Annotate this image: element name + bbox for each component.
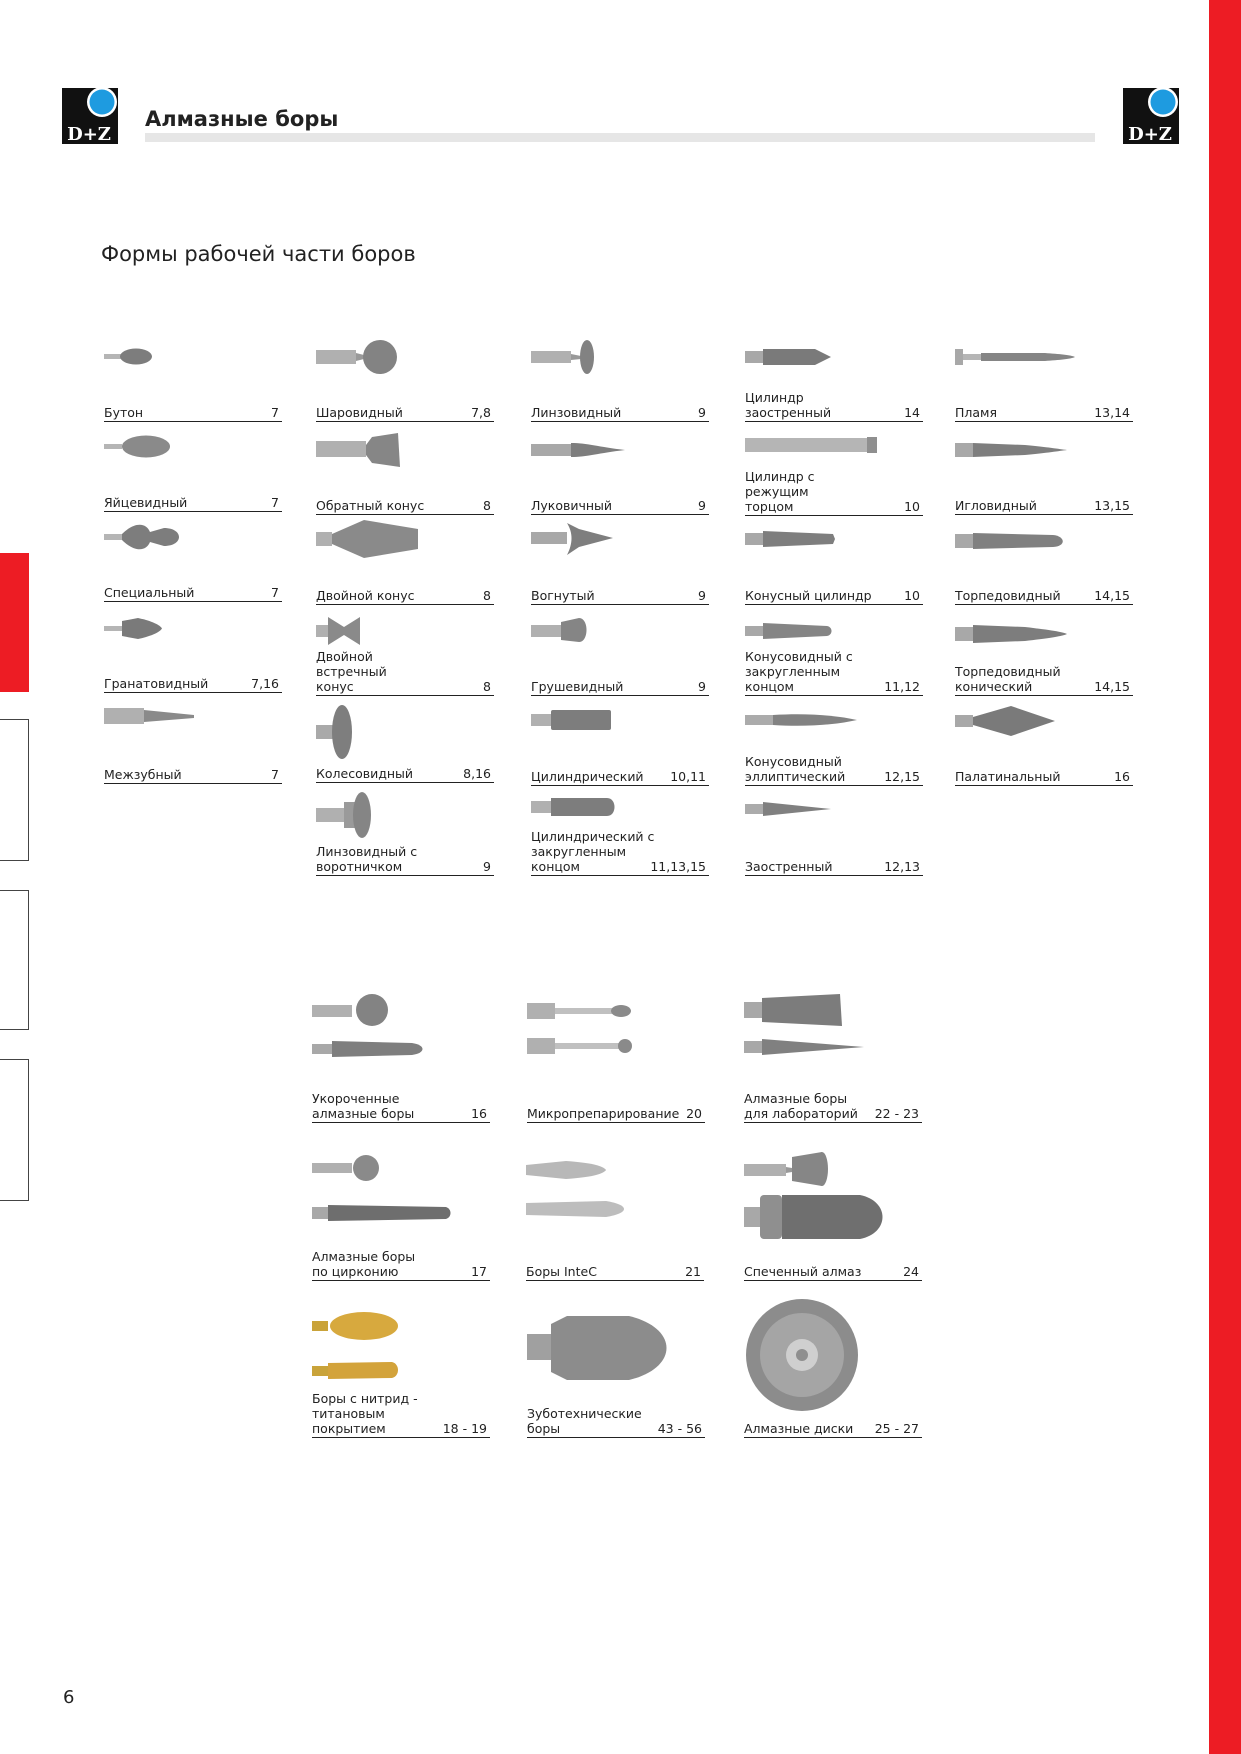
bur-shape-name: Конусовидный с закругленным концом <box>745 649 853 694</box>
page-reference: 16 <box>471 1106 487 1121</box>
page-reference: 17 <box>471 1264 487 1279</box>
bur-image <box>531 338 709 378</box>
bur-shape-name: Межзубный <box>104 767 182 782</box>
bur-shape-item <box>531 517 709 605</box>
bur-shape-item <box>316 613 494 696</box>
category-image <box>744 1151 922 1247</box>
page-reference: 7,16 <box>251 676 279 691</box>
page-reference: 11,13,15 <box>650 859 706 874</box>
page-reference: 20 <box>686 1106 702 1121</box>
category-image <box>527 992 705 1064</box>
bur-shape-item <box>745 430 923 516</box>
bur-shape-name: Игловидный <box>955 498 1037 513</box>
bur-shape-name: Двойной встречный конус <box>316 649 387 694</box>
page-title: Алмазные боры <box>145 107 339 131</box>
bur-image <box>316 613 494 649</box>
page-reference: 7 <box>271 405 279 420</box>
page-reference: 14,15 <box>1094 588 1130 603</box>
category-item[interactable] <box>744 1151 922 1281</box>
category-item[interactable] <box>312 992 490 1123</box>
page-reference: 9 <box>483 859 491 874</box>
bur-shape-label <box>104 676 282 693</box>
page-reference: 14,15 <box>1094 679 1130 694</box>
header-rule <box>145 133 1095 142</box>
bur-image <box>745 520 923 560</box>
bur-shape-label <box>531 679 709 696</box>
bur-shape-name: Конусный цилиндр <box>745 588 872 603</box>
page-reference: 43 - 56 <box>657 1421 702 1436</box>
bur-shape-item <box>955 522 1133 605</box>
bur-shape-label <box>745 649 923 696</box>
bur-shape-name: Яйцевидный <box>104 495 188 510</box>
bur-shape-name: Пламя <box>955 405 997 420</box>
category-label <box>744 1091 922 1123</box>
bur-shape-label <box>531 498 709 515</box>
category-image <box>744 992 922 1064</box>
bur-shape-label <box>316 405 494 422</box>
page-reference: 10 <box>904 588 920 603</box>
page-reference: 14 <box>904 405 920 420</box>
bur-shape-name: Вогнутый <box>531 588 595 603</box>
category-label <box>312 1249 490 1281</box>
bur-shape-item <box>104 700 282 784</box>
right-edge-bar <box>1209 0 1241 1754</box>
category-item[interactable] <box>312 1151 490 1281</box>
bur-shape-label <box>316 766 494 783</box>
bur-image <box>745 794 923 824</box>
page-reference: 9 <box>698 498 706 513</box>
dz-logo-left <box>62 88 118 144</box>
category-image <box>526 1151 704 1227</box>
bur-shape-name: Луковичный <box>531 498 613 513</box>
bur-shape-item <box>531 612 709 696</box>
bur-image <box>104 700 282 740</box>
bur-image <box>955 615 1133 655</box>
page-reference: 18 - 19 <box>442 1421 487 1436</box>
bur-shape-label <box>316 649 494 696</box>
page-reference: 7 <box>271 495 279 510</box>
bur-shape-label <box>531 769 709 786</box>
bur-shape-item <box>104 338 282 422</box>
bur-image <box>316 790 494 840</box>
bur-shape-name: Колесовидный <box>316 766 414 781</box>
category-name: Алмазные диски <box>744 1421 854 1436</box>
bur-image <box>316 431 494 471</box>
category-label <box>312 1091 490 1123</box>
bur-shape-item <box>531 793 709 876</box>
category-image <box>312 1308 490 1384</box>
bur-shape-item <box>745 794 923 876</box>
page-reference: 24 <box>903 1264 919 1279</box>
bur-shape-item <box>531 338 709 422</box>
bur-shape-item <box>745 705 923 786</box>
category-image <box>744 1295 922 1419</box>
category-image <box>527 1308 705 1400</box>
category-name: Спеченный алмаз <box>744 1264 862 1279</box>
bur-shape-name: Грушевидный <box>531 679 624 694</box>
bur-image <box>531 612 709 652</box>
page-number: 6 <box>63 1687 75 1708</box>
bur-shape-label <box>531 405 709 422</box>
side-tab[interactable] <box>0 719 29 861</box>
section-title: Формы рабочей части боров <box>101 242 416 266</box>
bur-shape-label <box>316 588 494 605</box>
svg-text:D+Z: D+Z <box>1128 124 1172 144</box>
bur-shape-label <box>104 585 282 602</box>
bur-shape-item <box>104 428 282 512</box>
dz-logo-right <box>1123 88 1179 144</box>
bur-shape-item <box>745 338 923 422</box>
bur-shape-item <box>745 520 923 605</box>
bur-shape-item <box>104 518 282 602</box>
bur-shape-item <box>955 431 1133 515</box>
side-tab-active[interactable] <box>0 553 29 692</box>
bur-image <box>745 430 923 460</box>
bur-shape-label <box>955 498 1133 515</box>
bur-image <box>955 702 1133 742</box>
bur-shape-name: Специальный <box>104 585 195 600</box>
bur-shape-name: Шаровидный <box>316 405 403 420</box>
category-name: Укороченные алмазные боры <box>312 1091 415 1121</box>
bur-shape-item <box>955 702 1133 786</box>
bur-shape-item <box>316 790 494 876</box>
side-tab[interactable] <box>0 890 29 1030</box>
bur-image <box>104 428 282 468</box>
category-item[interactable] <box>527 1308 705 1438</box>
bur-image <box>531 431 709 471</box>
bur-image <box>745 612 923 652</box>
bur-image <box>316 338 494 378</box>
category-name: Микропрепарирование <box>527 1106 680 1121</box>
category-item[interactable] <box>312 1308 490 1438</box>
category-label <box>527 1406 705 1438</box>
bur-shape-label <box>745 390 923 422</box>
page-reference: 25 - 27 <box>874 1421 919 1436</box>
bur-image <box>745 338 923 378</box>
bur-shape-label <box>531 829 709 876</box>
page-reference: 8,16 <box>463 766 491 781</box>
page-reference: 22 - 23 <box>874 1106 919 1121</box>
category-image <box>312 1151 490 1227</box>
bur-shape-name: Цилиндр с режущим торцом <box>745 469 815 514</box>
bur-shape-name: Двойной конус <box>316 588 415 603</box>
bur-image <box>531 517 709 561</box>
bur-image <box>104 518 282 558</box>
page-reference: 8 <box>483 679 491 694</box>
bur-shape-name: Линзовидный <box>531 405 622 420</box>
bur-shape-name: Палатинальный <box>955 769 1061 784</box>
page-reference: 11,12 <box>884 679 920 694</box>
bur-shape-label <box>104 405 282 422</box>
bur-image <box>104 338 282 378</box>
bur-shape-item <box>316 338 494 422</box>
bur-shape-name: Торпедовидный <box>955 588 1061 603</box>
svg-text:D+Z: D+Z <box>67 124 111 144</box>
bur-shape-name: Гранатовидный <box>104 676 209 691</box>
bur-shape-item <box>745 612 923 696</box>
page-reference: 16 <box>1114 769 1130 784</box>
bur-shape-name: Линзовидный с воротничком <box>316 844 418 874</box>
bur-shape-item <box>104 609 282 693</box>
page-reference: 12,15 <box>884 769 920 784</box>
bur-shape-label <box>316 844 494 876</box>
bur-shape-item <box>316 517 494 605</box>
page-reference: 7 <box>271 585 279 600</box>
bur-image <box>955 338 1133 378</box>
category-label <box>526 1264 704 1281</box>
page-reference: 13,14 <box>1094 405 1130 420</box>
category-name: Зуботехнические боры <box>527 1406 642 1436</box>
page-reference: 9 <box>698 679 706 694</box>
bur-shape-label <box>955 588 1133 605</box>
page-reference: 12,13 <box>884 859 920 874</box>
bur-shape-label <box>955 769 1133 786</box>
bur-shape-name: Заостренный <box>745 859 833 874</box>
page-reference: 8 <box>483 498 491 513</box>
bur-image <box>531 793 709 821</box>
bur-image <box>104 609 282 649</box>
bur-shape-item <box>531 702 709 786</box>
bur-shape-name: Цилиндр заостренный <box>745 390 832 420</box>
bur-shape-label <box>745 754 923 786</box>
page-reference: 10,11 <box>670 769 706 784</box>
bur-shape-label <box>955 664 1133 696</box>
category-label <box>312 1391 490 1438</box>
category-item[interactable] <box>744 1295 922 1438</box>
page-reference: 7 <box>271 767 279 782</box>
bur-shape-label <box>955 405 1133 422</box>
bur-shape-item <box>316 703 494 783</box>
bur-image <box>955 522 1133 562</box>
page-reference: 8 <box>483 588 491 603</box>
category-item[interactable] <box>527 992 705 1123</box>
bur-shape-label <box>104 767 282 784</box>
category-label <box>744 1264 922 1281</box>
bur-shape-name: Бутон <box>104 405 144 420</box>
bur-shape-name: Конусовидный эллиптический <box>745 754 846 784</box>
bur-image <box>955 431 1133 471</box>
category-image <box>312 992 490 1064</box>
bur-shape-name: Торпедовидный конический <box>955 664 1061 694</box>
bur-image <box>531 702 709 742</box>
category-name: Алмазные боры по цирконию <box>312 1249 416 1279</box>
bur-shape-item <box>531 431 709 515</box>
bur-image <box>316 517 494 561</box>
bur-shape-name: Цилиндрический с закругленным концом <box>531 829 655 874</box>
category-item[interactable] <box>744 992 922 1123</box>
page-reference: 13,15 <box>1094 498 1130 513</box>
category-name: Алмазные боры для лабораторий <box>744 1091 858 1121</box>
bur-shape-item <box>955 615 1133 696</box>
bur-shape-name: Обратный конус <box>316 498 425 513</box>
category-item[interactable] <box>526 1151 704 1281</box>
bur-shape-label <box>531 588 709 605</box>
category-name: Боры с нитрид - титановым покрытием <box>312 1391 418 1436</box>
page-reference: 7,8 <box>471 405 491 420</box>
category-label <box>744 1421 922 1438</box>
bur-shape-label <box>316 498 494 515</box>
bur-shape-label <box>104 495 282 512</box>
side-tab[interactable] <box>0 1059 29 1201</box>
bur-shape-item <box>316 431 494 515</box>
page-reference: 10 <box>904 499 920 514</box>
category-name: Боры InteC <box>526 1264 597 1279</box>
bur-image <box>745 705 923 735</box>
bur-shape-label <box>745 469 923 516</box>
category-label <box>527 1106 705 1123</box>
bur-shape-label <box>745 588 923 605</box>
bur-shape-label <box>745 859 923 876</box>
page-reference: 9 <box>698 588 706 603</box>
bur-image <box>316 703 494 761</box>
bur-shape-item <box>955 338 1133 422</box>
page-reference: 9 <box>698 405 706 420</box>
page-reference: 21 <box>685 1264 701 1279</box>
bur-shape-name: Цилиндрический <box>531 769 644 784</box>
